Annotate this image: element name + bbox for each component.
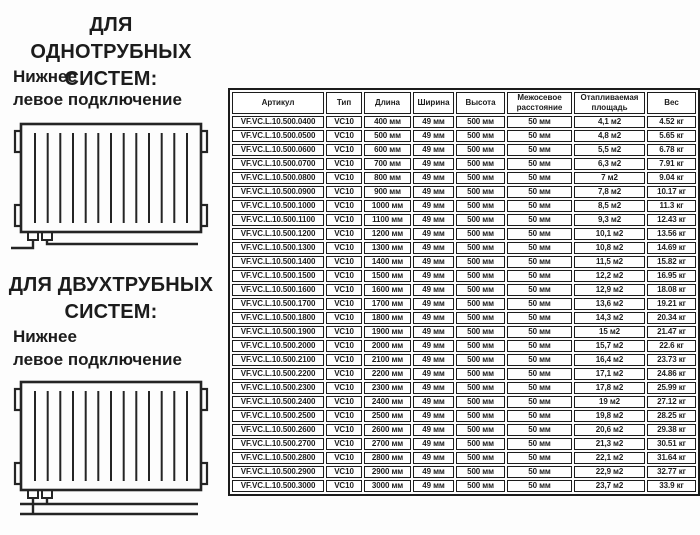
table-cell: 49 мм	[413, 368, 454, 380]
table-cell: VF.VC.L.10.500.2800	[232, 452, 324, 464]
table-row	[232, 186, 696, 198]
table-row	[232, 354, 696, 366]
table-cell: 500 мм	[456, 256, 505, 268]
table-cell: 16.95 кг	[647, 270, 696, 282]
table-cell: 49 мм	[413, 396, 454, 408]
table-cell: 27.12 кг	[647, 396, 696, 408]
table-cell: 24.86 кг	[647, 368, 696, 380]
column-header: Тип	[326, 92, 362, 114]
table-cell: VC10	[326, 396, 362, 408]
table-cell: 13,6 м2	[574, 298, 645, 310]
table-cell: 49 мм	[413, 340, 454, 352]
table-cell: VC10	[326, 144, 362, 156]
table-row	[232, 270, 696, 282]
table-cell: 10,1 м2	[574, 228, 645, 240]
table-cell: 50 мм	[507, 214, 572, 226]
connection-label-line: левое подключение	[13, 349, 182, 369]
table-cell: VC10	[326, 438, 362, 450]
table-cell: 500 мм	[456, 200, 505, 212]
table-cell: 50 мм	[507, 172, 572, 184]
table-cell: 11,5 м2	[574, 256, 645, 268]
table-cell: 7 м2	[574, 172, 645, 184]
table-cell: 17,8 м2	[574, 382, 645, 394]
table-cell: VC10	[326, 382, 362, 394]
table-cell: VF.VC.L.10.500.0700	[232, 158, 324, 170]
table-cell: 50 мм	[507, 256, 572, 268]
table-row	[232, 214, 696, 226]
table-cell: 49 мм	[413, 228, 454, 240]
connection-label-single-pipe	[13, 66, 182, 111]
single-pipe-radiator-diagram	[10, 112, 212, 254]
table-cell: 2800 мм	[364, 452, 411, 464]
table-cell: 500 мм	[456, 116, 505, 128]
table-cell: 1600 мм	[364, 284, 411, 296]
table-cell: 500 мм	[456, 410, 505, 422]
table-cell: 2200 мм	[364, 368, 411, 380]
table-cell: 50 мм	[507, 340, 572, 352]
table-row	[232, 312, 696, 324]
table-cell: 500 мм	[456, 144, 505, 156]
table-cell: 1200 мм	[364, 228, 411, 240]
table-cell: 1700 мм	[364, 298, 411, 310]
table-cell: 50 мм	[507, 200, 572, 212]
table-cell: VF.VC.L.10.500.0400	[232, 116, 324, 128]
table-cell: 19.21 кг	[647, 298, 696, 310]
table-cell: 50 мм	[507, 396, 572, 408]
table-cell: VF.VC.L.10.500.1800	[232, 312, 324, 324]
table-cell: 50 мм	[507, 144, 572, 156]
table-cell: 15,7 м2	[574, 340, 645, 352]
table-row	[232, 410, 696, 422]
table-cell: 2000 мм	[364, 340, 411, 352]
table-row	[232, 396, 696, 408]
table-cell: 500 мм	[456, 312, 505, 324]
table-cell: 500 мм	[364, 130, 411, 142]
table-cell: 2700 мм	[364, 438, 411, 450]
table-cell: 400 мм	[364, 116, 411, 128]
table-cell: 49 мм	[413, 242, 454, 254]
table-cell: 49 мм	[413, 354, 454, 366]
table-cell: 500 мм	[456, 130, 505, 142]
table-cell: 20,6 м2	[574, 424, 645, 436]
table-cell: 18.08 кг	[647, 284, 696, 296]
table-cell: 22,9 м2	[574, 466, 645, 478]
heading-line: ДЛЯ ДВУХТРУБНЫХ	[8, 274, 214, 296]
column-header: Межосевое расстояние	[507, 92, 572, 114]
table-cell: 15 м2	[574, 326, 645, 338]
table-cell: 50 мм	[507, 312, 572, 324]
table-cell: 49 мм	[413, 312, 454, 324]
table-row	[232, 424, 696, 436]
table-cell: 500 мм	[456, 326, 505, 338]
table-row	[232, 158, 696, 170]
table-row	[232, 256, 696, 268]
table-cell: 500 мм	[456, 438, 505, 450]
table-cell: 1800 мм	[364, 312, 411, 324]
table-cell: VF.VC.L.10.500.2100	[232, 354, 324, 366]
table-row	[232, 228, 696, 240]
table-row	[232, 298, 696, 310]
spec-table	[228, 88, 700, 496]
table-cell: 49 мм	[413, 452, 454, 464]
table-cell: VF.VC.L.10.500.0500	[232, 130, 324, 142]
table-cell: 7.91 кг	[647, 158, 696, 170]
heading-line: СИСТЕМ:	[64, 301, 158, 323]
table-cell: 32.77 кг	[647, 466, 696, 478]
table-cell: 5,5 м2	[574, 144, 645, 156]
table-cell: VC10	[326, 228, 362, 240]
table-cell: 13.56 кг	[647, 228, 696, 240]
table-cell: VC10	[326, 424, 362, 436]
table-cell: 49 мм	[413, 480, 454, 492]
table-cell: VC10	[326, 480, 362, 492]
connection-label-line: Нижнее	[13, 327, 77, 346]
table-cell: 700 мм	[364, 158, 411, 170]
table-row	[232, 480, 696, 492]
table-cell: 2900 мм	[364, 466, 411, 478]
table-cell: 22.6 кг	[647, 340, 696, 352]
table-cell: 3000 мм	[364, 480, 411, 492]
table-cell: VC10	[326, 214, 362, 226]
table-cell: VC10	[326, 270, 362, 282]
left-panel	[8, 0, 222, 535]
table-cell: 600 мм	[364, 144, 411, 156]
table-cell: 49 мм	[413, 186, 454, 198]
table-cell: 500 мм	[456, 298, 505, 310]
table-row	[232, 116, 696, 128]
table-cell: VF.VC.L.10.500.1300	[232, 242, 324, 254]
table-cell: 22,1 м2	[574, 452, 645, 464]
table-cell: 49 мм	[413, 382, 454, 394]
table-cell: 50 мм	[507, 298, 572, 310]
table-cell: 50 мм	[507, 438, 572, 450]
table-cell: 17,1 м2	[574, 368, 645, 380]
table-cell: 50 мм	[507, 158, 572, 170]
table-header-row	[232, 92, 696, 114]
table-cell: VF.VC.L.10.500.0900	[232, 186, 324, 198]
table-cell: 10.17 кг	[647, 186, 696, 198]
table-cell: 50 мм	[507, 452, 572, 464]
table-cell: VC10	[326, 466, 362, 478]
table-cell: 500 мм	[456, 284, 505, 296]
table-cell: 5.65 кг	[647, 130, 696, 142]
table-cell: VC10	[326, 410, 362, 422]
table-cell: 800 мм	[364, 172, 411, 184]
table-cell: 50 мм	[507, 466, 572, 478]
table-row	[232, 200, 696, 212]
table-cell: 50 мм	[507, 116, 572, 128]
connection-label-two-pipe	[13, 326, 182, 371]
table-cell: VF.VC.L.10.500.1000	[232, 200, 324, 212]
table-cell: 500 мм	[456, 186, 505, 198]
table-cell: 49 мм	[413, 270, 454, 282]
table-cell: 25.99 кг	[647, 382, 696, 394]
table-cell: 900 мм	[364, 186, 411, 198]
table-cell: VC10	[326, 172, 362, 184]
table-cell: 2500 мм	[364, 410, 411, 422]
column-header: Высота	[456, 92, 505, 114]
table-cell: 49 мм	[413, 284, 454, 296]
table-cell: 50 мм	[507, 382, 572, 394]
table-cell: 21.47 кг	[647, 326, 696, 338]
table-cell: 2600 мм	[364, 424, 411, 436]
table-cell: VC10	[326, 116, 362, 128]
table-cell: VC10	[326, 256, 362, 268]
table-cell: 50 мм	[507, 354, 572, 366]
table-cell: VF.VC.L.10.500.2200	[232, 368, 324, 380]
table-cell: 15.82 кг	[647, 256, 696, 268]
table-cell: VC10	[326, 312, 362, 324]
table-cell: 9.04 кг	[647, 172, 696, 184]
table-cell: 4.52 кг	[647, 116, 696, 128]
section-heading-two-pipe	[8, 272, 214, 326]
table-cell: VC10	[326, 354, 362, 366]
table-cell: 1300 мм	[364, 242, 411, 254]
table-cell: 1500 мм	[364, 270, 411, 282]
table-cell: 500 мм	[456, 270, 505, 282]
table-cell: VF.VC.L.10.500.2400	[232, 396, 324, 408]
table-cell: 500 мм	[456, 424, 505, 436]
table-cell: VC10	[326, 368, 362, 380]
table-cell: VF.VC.L.10.500.2700	[232, 438, 324, 450]
table-row	[232, 242, 696, 254]
table-cell: 50 мм	[507, 326, 572, 338]
table-cell: VC10	[326, 130, 362, 142]
table-cell: 4,8 м2	[574, 130, 645, 142]
table-cell: 12.43 кг	[647, 214, 696, 226]
table-cell: 500 мм	[456, 396, 505, 408]
table-cell: VF.VC.L.10.500.0800	[232, 172, 324, 184]
heading-line: ДЛЯ ОДНОТРУБНЫХ	[30, 14, 192, 63]
table-cell: 49 мм	[413, 158, 454, 170]
table-cell: 7,8 м2	[574, 186, 645, 198]
table-row	[232, 144, 696, 156]
table-cell: 6,3 м2	[574, 158, 645, 170]
table-cell: 23,7 м2	[574, 480, 645, 492]
table-cell: VC10	[326, 200, 362, 212]
table-cell: VC10	[326, 340, 362, 352]
table-cell: 500 мм	[456, 452, 505, 464]
table-cell: 49 мм	[413, 172, 454, 184]
table-cell: VF.VC.L.10.500.2600	[232, 424, 324, 436]
table-cell: 1000 мм	[364, 200, 411, 212]
two-pipe-radiator-diagram	[10, 368, 212, 520]
table-cell: VF.VC.L.10.500.2000	[232, 340, 324, 352]
table-cell: VC10	[326, 158, 362, 170]
table-cell: 10,8 м2	[574, 242, 645, 254]
table-cell: 20.34 кг	[647, 312, 696, 324]
table-cell: VC10	[326, 186, 362, 198]
table-cell: 1400 мм	[364, 256, 411, 268]
table-cell: VF.VC.L.10.500.3000	[232, 480, 324, 492]
table-cell: 500 мм	[456, 214, 505, 226]
table-cell: VF.VC.L.10.500.1100	[232, 214, 324, 226]
column-header: Отапливаемая площадь	[574, 92, 645, 114]
table-cell: 50 мм	[507, 242, 572, 254]
table-cell: 49 мм	[413, 130, 454, 142]
table-row	[232, 130, 696, 142]
table-cell: VF.VC.L.10.500.2500	[232, 410, 324, 422]
table-row	[232, 438, 696, 450]
table-cell: 500 мм	[456, 172, 505, 184]
table-cell: VF.VC.L.10.500.1600	[232, 284, 324, 296]
table-cell: 9,3 м2	[574, 214, 645, 226]
table-cell: VF.VC.L.10.500.2300	[232, 382, 324, 394]
table-cell: 29.38 кг	[647, 424, 696, 436]
table-row	[232, 382, 696, 394]
table-cell: 500 мм	[456, 466, 505, 478]
table-cell: 12,9 м2	[574, 284, 645, 296]
table-cell: 19,8 м2	[574, 410, 645, 422]
column-header: Вес	[647, 92, 696, 114]
table-cell: 50 мм	[507, 284, 572, 296]
table-cell: 50 мм	[507, 186, 572, 198]
heading-line: СИСТЕМ:	[64, 68, 158, 90]
table-cell: VF.VC.L.10.500.1500	[232, 270, 324, 282]
table-cell: 500 мм	[456, 368, 505, 380]
table-cell: VC10	[326, 298, 362, 310]
table-cell: 6.78 кг	[647, 144, 696, 156]
column-header: Артикул	[232, 92, 324, 114]
table-cell: 49 мм	[413, 466, 454, 478]
table-cell: VC10	[326, 284, 362, 296]
table-cell: 49 мм	[413, 144, 454, 156]
table-cell: 500 мм	[456, 480, 505, 492]
table-cell: 30.51 кг	[647, 438, 696, 450]
table-cell: VF.VC.L.10.500.1400	[232, 256, 324, 268]
table-row	[232, 284, 696, 296]
table-cell: 14,3 м2	[574, 312, 645, 324]
table-cell: 12,2 м2	[574, 270, 645, 282]
table-cell: 50 мм	[507, 368, 572, 380]
connection-label-line: Нижнее	[13, 67, 77, 86]
table-cell: 49 мм	[413, 116, 454, 128]
table-cell: 500 мм	[456, 382, 505, 394]
table-cell: 14.69 кг	[647, 242, 696, 254]
table-row	[232, 368, 696, 380]
table-cell: 1100 мм	[364, 214, 411, 226]
table-cell: 49 мм	[413, 200, 454, 212]
table-cell: 23.73 кг	[647, 354, 696, 366]
table-row	[232, 326, 696, 338]
table-row	[232, 452, 696, 464]
table-cell: 28.25 кг	[647, 410, 696, 422]
table-cell: 50 мм	[507, 424, 572, 436]
column-header: Длина	[364, 92, 411, 114]
table-cell: 50 мм	[507, 480, 572, 492]
table-cell: 2300 мм	[364, 382, 411, 394]
table-cell: 500 мм	[456, 158, 505, 170]
connection-label-line: левое подключение	[13, 89, 182, 109]
table-cell: 21,3 м2	[574, 438, 645, 450]
table-cell: 500 мм	[456, 242, 505, 254]
table-cell: VC10	[326, 452, 362, 464]
table-cell: 8,5 м2	[574, 200, 645, 212]
table-cell: VF.VC.L.10.500.1900	[232, 326, 324, 338]
table-cell: VF.VC.L.10.500.1700	[232, 298, 324, 310]
column-header: Ширина	[413, 92, 454, 114]
table-row	[232, 466, 696, 478]
table-cell: VF.VC.L.10.500.0600	[232, 144, 324, 156]
table-cell: 49 мм	[413, 424, 454, 436]
table-cell: 500 мм	[456, 228, 505, 240]
table-cell: 2400 мм	[364, 396, 411, 408]
table-cell: 500 мм	[456, 354, 505, 366]
table-cell: 4,1 м2	[574, 116, 645, 128]
table-cell: 19 м2	[574, 396, 645, 408]
table-cell: 49 мм	[413, 438, 454, 450]
table-cell: 49 мм	[413, 256, 454, 268]
spec-table-body	[232, 116, 696, 492]
table-cell: 33.9 кг	[647, 480, 696, 492]
table-cell: 1900 мм	[364, 326, 411, 338]
table-cell: 50 мм	[507, 270, 572, 282]
table-cell: 50 мм	[507, 410, 572, 422]
table-cell: 49 мм	[413, 214, 454, 226]
table-cell: 49 мм	[413, 410, 454, 422]
table-cell: 16,4 м2	[574, 354, 645, 366]
table-cell: VF.VC.L.10.500.1200	[232, 228, 324, 240]
table-cell: 11.3 кг	[647, 200, 696, 212]
table-cell: 2100 мм	[364, 354, 411, 366]
table-cell: VC10	[326, 326, 362, 338]
table-cell: 50 мм	[507, 130, 572, 142]
table-row	[232, 340, 696, 352]
table-cell: 49 мм	[413, 298, 454, 310]
table-cell: 50 мм	[507, 228, 572, 240]
table-row	[232, 172, 696, 184]
table-cell: 31.64 кг	[647, 452, 696, 464]
table-cell: VF.VC.L.10.500.2900	[232, 466, 324, 478]
table-cell: VC10	[326, 242, 362, 254]
table-cell: 500 мм	[456, 340, 505, 352]
table-cell: 49 мм	[413, 326, 454, 338]
